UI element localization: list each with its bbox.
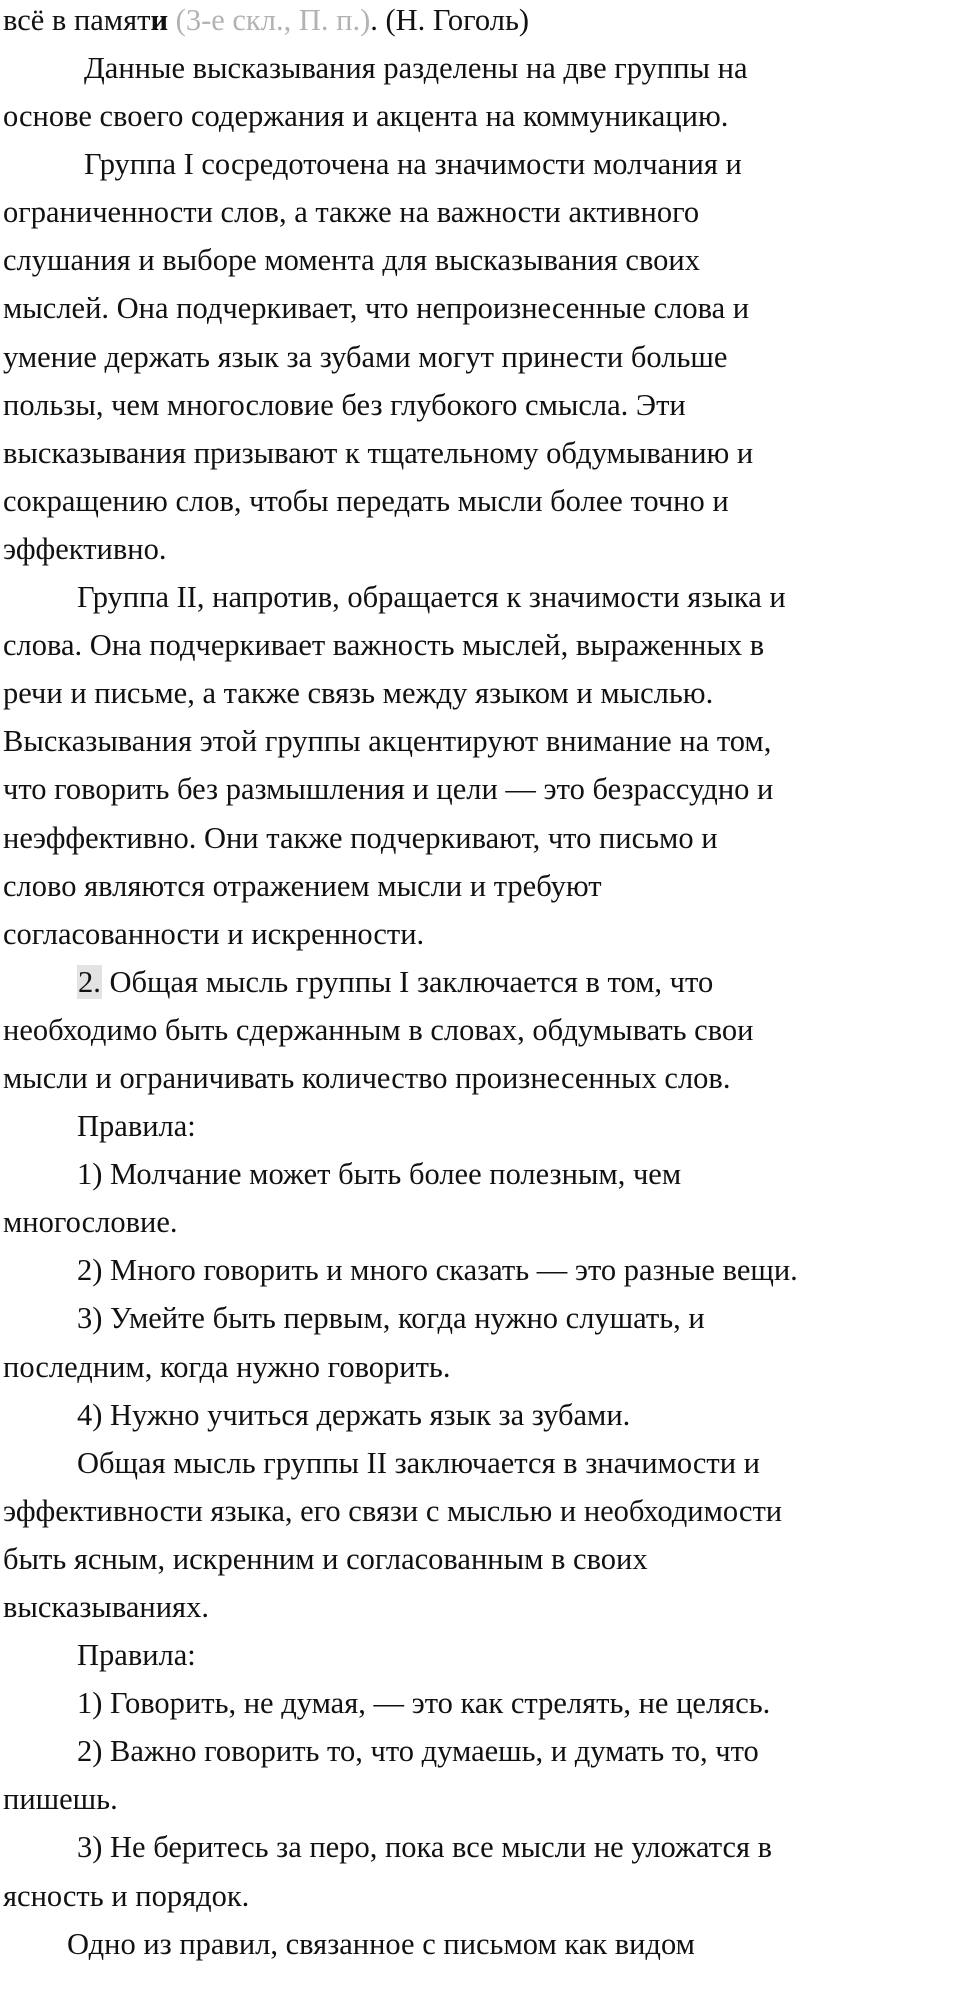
text-line: пользы, чем многословие без глубокого смысла. Эти [3,387,686,422]
closing-line: Одно из правил, связанное с письмом как видом [67,1926,695,1961]
text-line: эффективно. [3,531,167,566]
rule-item: 2) Важно говорить то, что думаешь, и думать то, что [77,1734,759,1769]
text-line: мысли и ограничивать количество произнесенных слов. [3,1060,731,1095]
text-line: Группа II, напротив, обращается к значимости языка и [77,580,786,615]
text-line: основе своего содержания и акцента на коммуникацию. [3,99,729,134]
rule-item-continuation: ясность и порядок. [3,1878,250,1913]
text-line: умение держать язык за зубами могут принести больше [3,339,728,374]
text-line: необходимо быть сдержанным в словах, обдумывать свои [3,1012,754,1047]
text-line: Высказывания этой группы акцентируют внимание на том, [3,724,772,759]
task-2 [0,958,960,1102]
text-line: согласованности и искренности. [3,916,425,951]
text-line: речи и письме, а также связь между языком и мыслью. [3,676,714,711]
text-line: Данные высказывания разделены на две группы на [84,51,748,85]
text-line: что говорить без размышления и цели — это безрассудно и [3,772,774,807]
case-note: (3-е скл., П. п.) [168,3,371,37]
paragraph-group-1 [0,140,960,573]
text-line: Группа I сосредоточена на значимости молчания и [84,147,742,182]
rule-item-continuation: последним, когда нужно говорить. [3,1349,451,1384]
rule-item: 3) Умейте быть первым, когда нужно слушать, и [77,1301,705,1336]
rule-item: 1) Молчание может быть более полезным, чем [77,1157,682,1192]
rule-item-continuation: многословие. [3,1205,178,1240]
task-2-first-line-text: Общая мысль группы I заключается в том, что [101,964,714,999]
paragraph-group-2-summary [0,1439,960,1631]
text-line: неэффективно. Они также подчеркивают, что письмо и [3,820,718,855]
text-line: эффективности языка, его связи с мыслью и необходимости [3,1493,783,1528]
text-line: слушания и выборе момента для высказывания своих [3,243,700,278]
text-line: ограниченности слов, а также на важности активного [3,195,700,230]
rules-heading: Правила: [77,1638,196,1673]
rules-heading: Правила: [77,1109,196,1144]
intro-bold-letter: и [150,3,169,37]
text-line: мыслей. Она подчеркивает, что непроизнесенные слова и [3,291,750,326]
task-2-first-line [0,958,960,1006]
intro-line [0,0,960,44]
intro-tail: . (Н. Гоголь) [370,3,530,37]
rule-item: 2) Много говорить и много сказать — это разные вещи. [77,1253,798,1288]
text-line: быть ясным, искренним и согласованным в своих [3,1541,648,1576]
text-line: высказываниях. [3,1590,209,1624]
text-line: высказывания призывают к тщательному обдумыванию и [3,435,754,470]
task-number: 2. [78,964,101,999]
paragraph-group-2 [0,573,960,958]
rule-item-continuation: пишешь. [3,1782,118,1817]
paragraph-division [0,44,960,140]
text-line: Общая мысль группы II заключается в значимости и [77,1445,760,1480]
text-line: слово являются отражением мысли и требуют [3,868,602,903]
rule-item: 4) Нужно учиться держать язык за зубами. [77,1397,631,1432]
rules-group-2 [0,1631,960,1920]
rule-item: 1) Говорить, не думая, — это как стрелять, не целясь. [77,1686,771,1721]
text-line: сокращению слов, чтобы передать мысли более точно и [3,483,729,518]
text-line: слова. Она подчеркивает важность мыслей, выраженных в [3,628,765,663]
rules-group-1 [0,1102,960,1439]
rule-item: 3) Не беритесь за перо, пока все мысли не уложатся в [77,1830,773,1865]
intro-lead: всё в памят [3,3,151,37]
